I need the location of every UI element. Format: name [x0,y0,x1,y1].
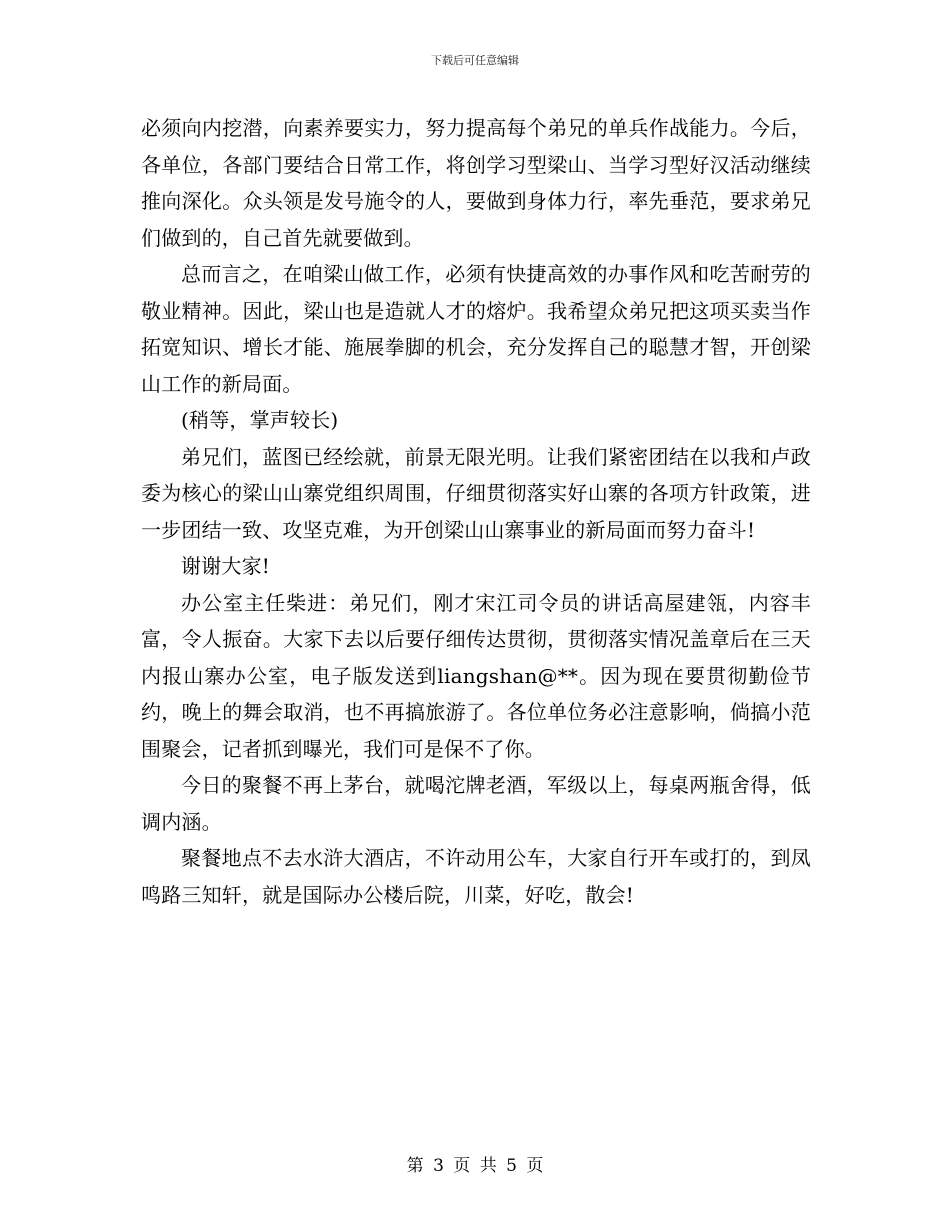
paragraph-4: 弟兄们，蓝图已经绘就，前景无限光明。让我们紧密团结在以我和卢政委为核心的梁山山寨党组织周围，仔细贯彻落实好山寨的各项方针政策，进一步团结一致、攻坚克难，为开创梁山山寨事业的新局面而努力奋斗! [141,444,811,542]
page-footer: 第 3 页 共 5 页 [406,1156,544,1176]
paragraph-2: 总而言之，在咱梁山做工作，必须有快捷高效的办事作风和吃苦耐劳的敬业精神。因此，梁山也是造就人才的熔炉。我希望众弟兄把这项买卖当作拓宽知识、增长才能、施展拳脚的机会，充分发挥自己的聪慧才智，开创梁山工作的新局面。 [141,262,811,396]
paragraph-7: 今日的聚餐不再上茅台，就喝沱牌老酒，军级以上，每桌两瓶舍得，低调内涵。 [141,773,811,834]
page-header: 下载后可任意编辑 [431,54,519,67]
paragraph-8: 聚餐地点不去水浒大酒店，不许动用公车，大家自行开车或打的，到凤鸣路三知轩，就是国际办公楼后院，川菜，好吃，散会! [141,846,811,907]
paragraph-6: 办公室主任柴进：弟兄们，刚才宋江司令员的讲话高屋建瓴，内容丰富，令人振奋。大家下去以后要仔细传达贯彻，贯彻落实情况盖章后在三天内报山寨办公室，电子版发送到liangshan@**。因为现在要贯彻勤俭节约，晚上的舞会取消，也不再搞旅游了。各位单位务必注意影响，倘搞小范围聚会，记者抓到曝光，我们可是保不了你。 [141,590,811,761]
paragraph-3: (稍等，掌声较长) [181,408,339,432]
paragraph-1: 必须向内挖潜，向素养要实力，努力提高每个弟兄的单兵作战能力。今后，各单位，各部门要结合日常工作，将创学习型梁山、当学习型好汉活动继续推向深化。众头领是发号施令的人，要做到身体力行，率先垂范，要求弟兄们做到的，自己首先就要做到。 [141,116,811,250]
paragraph-5: 谢谢大家! [181,554,271,578]
document-body [141,110,811,913]
